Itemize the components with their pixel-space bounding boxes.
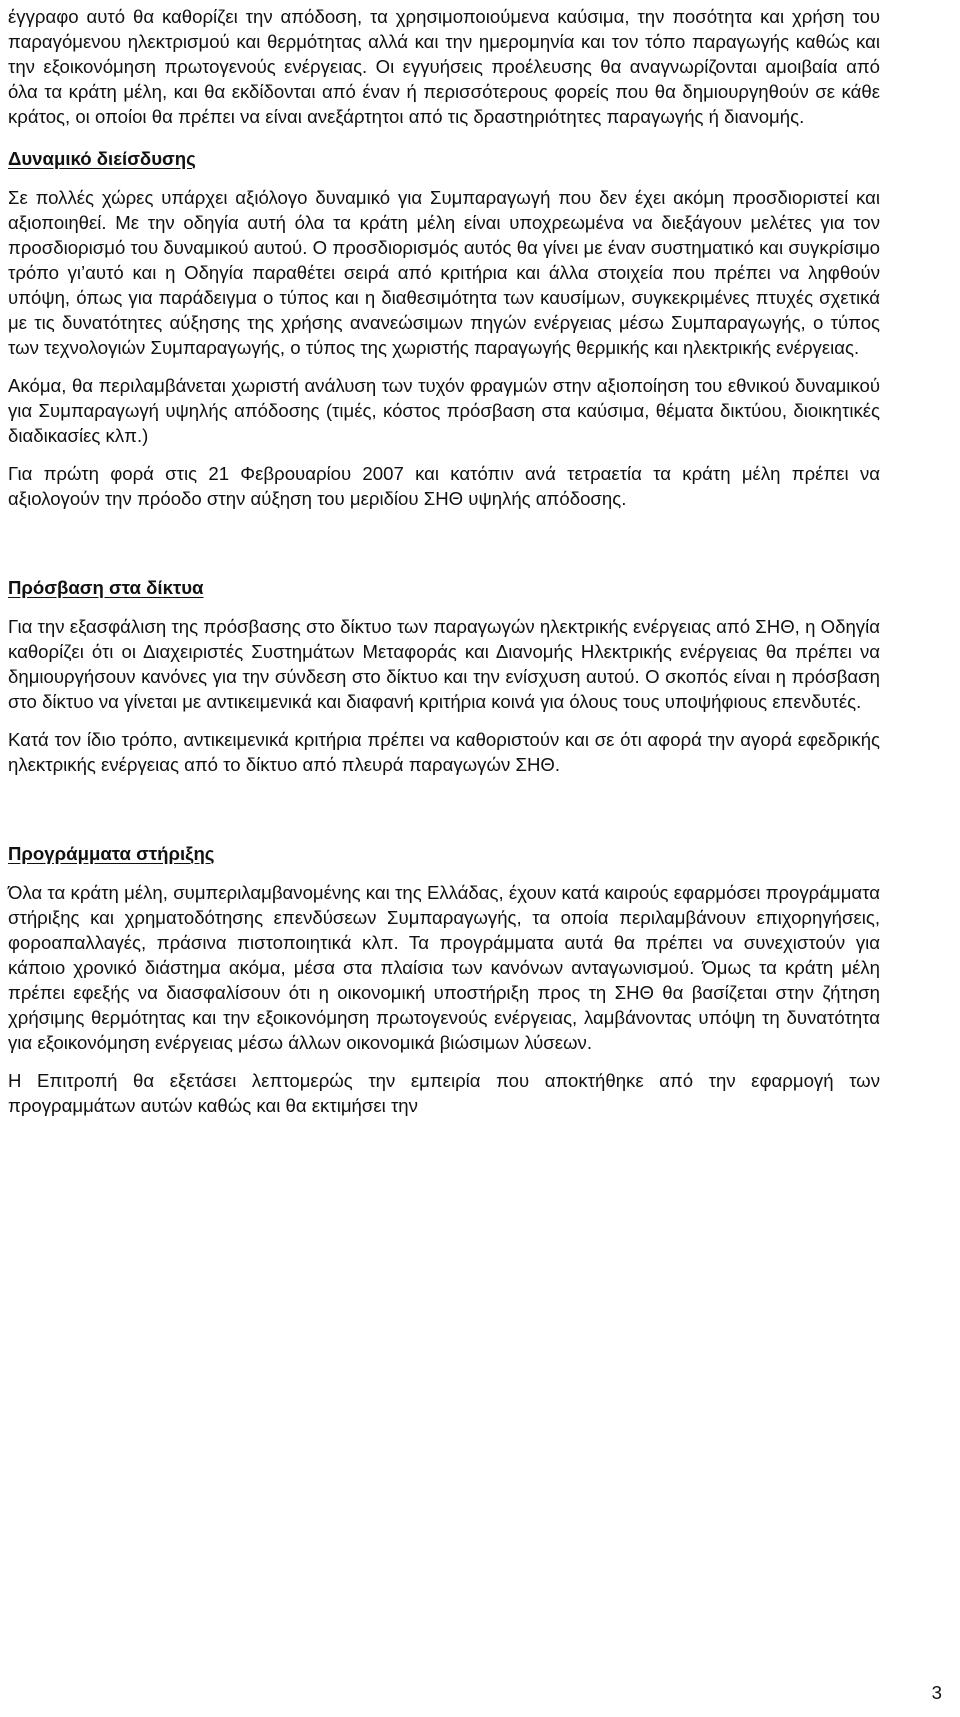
paragraph-support-schemes: Όλα τα κράτη μέλη, συμπεριλαμβανομένης και της Ελλάδας, έχουν κατά καιρούς εφαρμόσει προγράμματα στήριξης και χρηματοδότησης επενδύσεων Συμπαραγωγής, τα οποία περιλαμβάνουν επιχορηγήσεις, φοροαπαλλαγές, πράσινα πιστοποιητικά κλπ. Τα προγράμματα αυτά θα πρέπει να συνεχιστούν για κάποιο χρονικό διάστημα ακόμα, μέσα στα πλαίσια των κανόνων ανταγωνισμού. Όμως τα κράτη μέλη πρέπει εφεξής να διασφαλίσουν ότι η οικονομική υποστήριξη προς τη ΣΗΘ θα βασίζεται στην ζήτηση χρήσιμης θερμότητας και την εξοικονόμηση πρωτογενούς ενέργειας, λαμβάνοντας υπόψη τη δυνατότητα για εξοικονόμηση ενέργειας μέσω άλλων οικονομικά βιώσιμων λύσεων. — [8, 882, 880, 1053]
paragraph-potential-studies: Σε πολλές χώρες υπάρχει αξιόλογο δυναμικό για Συμπαραγωγή που δεν έχει ακόμη προσδιοριστεί και αξιοποιηθεί. Με την οδηγία αυτή όλα τα κράτη μέλη είναι υποχρεωμένα να διεξάγουν μελέτες για τον προσδιορισμό του δυναμικού αυτού. Ο προσδιορισμός αυτός θα γίνει με έναν συστηματικό και συγκρίσιμο τρόπο γι’αυτό και η Οδηγία παραθέτει σειρά από κριτήρια και άλλα στοιχεία που πρέπει να ληφθούν υπόψη, όπως για παράδειγμα ο τύπος και η διαθεσιμότητα των καυσίμων, συγκεκριμένες πτυχές σχετικά με τις δυνατότητες αύξησης της χρήσης ανανεώσιμων πηγών ενέργειας μέσω Συμπαραγωγής, ο τύπος των τεχνολογιών Συμπαραγωγής, ο τύπος της χωριστής παραγωγής θερμικής και ηλεκτρικής ενέργειας. — [8, 187, 880, 358]
heading-support-programs: Προγράμματα στήριξης — [8, 843, 215, 864]
paragraph-network-access-rules: Για την εξασφάλιση της πρόσβασης στο δίκτυο των παραγωγών ηλεκτρικής ενέργειας από ΣΗΘ, η Οδηγία καθορίζει ότι οι Διαχειριστές Συστημάτων Μεταφοράς και Διανομής Ηλεκτρικής ενέργειας θα πρέπει να δημιουργήσουν κανόνες για την σύνδεση στο δίκτυο και την ενίσχυση αυτού. Ο σκοπός είναι η πρόσβαση στο δίκτυο να γίνεται με αντικειμενικά και διαφανή κριτήρια κοινά για όλους τους υποψήφιους επενδυτές. — [8, 616, 880, 712]
heading-penetration-potential: Δυναμικό διείσδυσης — [8, 148, 196, 169]
paragraph-barriers-analysis: Ακόμα, θα περιλαμβάνεται χωριστή ανάλυση των τυχόν φραγμών στην αξιοποίηση του εθνικού δυναμικού για Συμπαραγωγή υψηλής απόδοσης (τιμές, κόστος πρόσβαση στα καύσιμα, θέματα δικτύου, διοικητικές διαδικασίες κλπ.) — [8, 375, 880, 446]
paragraph-progress-evaluation: Για πρώτη φορά στις 21 Φεβρουαρίου 2007 και κατόπιν ανά τετραετία τα κράτη μέλη πρέπει να αξιολογούν την πρόοδο στην αύξηση του μεριδίου ΣΗΘ υψηλής απόδοσης. — [8, 463, 880, 509]
spacer — [8, 171, 880, 185]
spacer — [8, 1055, 880, 1068]
spacer — [8, 866, 880, 880]
paragraph-guarantees-of-origin: έγγραφο αυτό θα καθορίζει την απόδοση, τα χρησιμοποιούμενα καύσιμα, την ποσότητα και χρήση του παραγόμενου ηλεκτρισμού και θερμότητας αλλά και την ημερομηνία και τον τόπο παραγωγής καθώς και την εξοικονόμηση πρωτογενούς ενέργειας. Οι εγγυήσεις προέλευσης θα αναγνωρίζονται αμοιβαία από όλα τα κράτη μέλη, και θα εκδίδονται από έναν ή περισσότερους φορείς που θα δημιουργηθούν σε κάθε κράτος, οι οποίοι θα πρέπει να είναι ανεξάρτητοι από τις δραστηριότητες παραγωγής ή διανομής. — [8, 6, 880, 127]
paragraph-commission-review: Η Επιτροπή θα εξετάσει λεπτομερώς την εμπειρία που αποκτήθηκε από την εφαρμογή των προγραμμάτων αυτών καθώς και θα εκτιμήσει την — [8, 1070, 880, 1116]
spacer — [8, 777, 880, 841]
paragraph-backup-energy: Κατά τον ίδιο τρόπο, αντικειμενικά κριτήρια πρέπει να καθοριστούν και σε ότι αφορά την αγορά εφεδρικής ηλεκτρικής ενέργειας από το δίκτυο από πλευρά παραγωγών ΣΗΘ. — [8, 729, 880, 775]
heading-network-access: Πρόσβαση στα δίκτυα — [8, 577, 204, 598]
document-page — [8, 4, 880, 1118]
spacer — [8, 448, 880, 461]
page-number: 3 — [931, 1682, 942, 1703]
spacer — [8, 129, 880, 146]
spacer — [8, 600, 880, 614]
spacer — [8, 714, 880, 727]
spacer — [8, 360, 880, 373]
spacer — [8, 511, 880, 575]
